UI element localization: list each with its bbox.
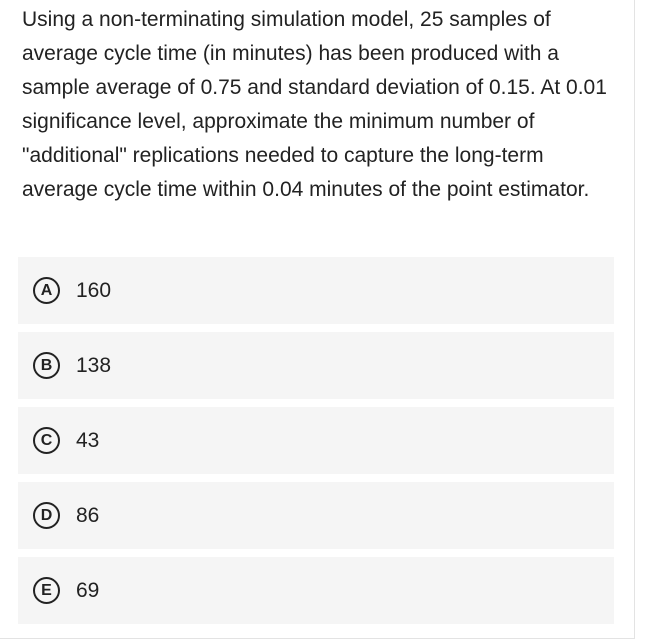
- option-b[interactable]: [18, 332, 614, 399]
- option-value: 43: [76, 428, 100, 452]
- option-letter-badge: C: [33, 427, 60, 454]
- option-e[interactable]: [18, 557, 614, 624]
- option-letter-badge: D: [33, 502, 60, 529]
- option-value: 160: [76, 278, 112, 302]
- option-value: 86: [76, 503, 100, 527]
- answer-options: [18, 257, 614, 632]
- option-letter-badge: B: [33, 352, 60, 379]
- option-value: 69: [76, 578, 100, 602]
- question-text: Using a non-terminating simulation model, 25 samples of average cycle time (in minutes) has been produced with a sample average of 0.75 and standard deviation of 0.15. At 0.01 significance level, approximate the minimum number of "additional" replications needed to capture the long-term average cycle time within 0.04 minutes of the point estimator.: [22, 8, 607, 201]
- option-letter-badge: A: [33, 277, 60, 304]
- option-letter-badge: E: [33, 577, 60, 604]
- option-a[interactable]: [18, 257, 614, 324]
- option-c[interactable]: [18, 407, 614, 474]
- option-value: 138: [76, 353, 112, 377]
- option-d[interactable]: [18, 482, 614, 549]
